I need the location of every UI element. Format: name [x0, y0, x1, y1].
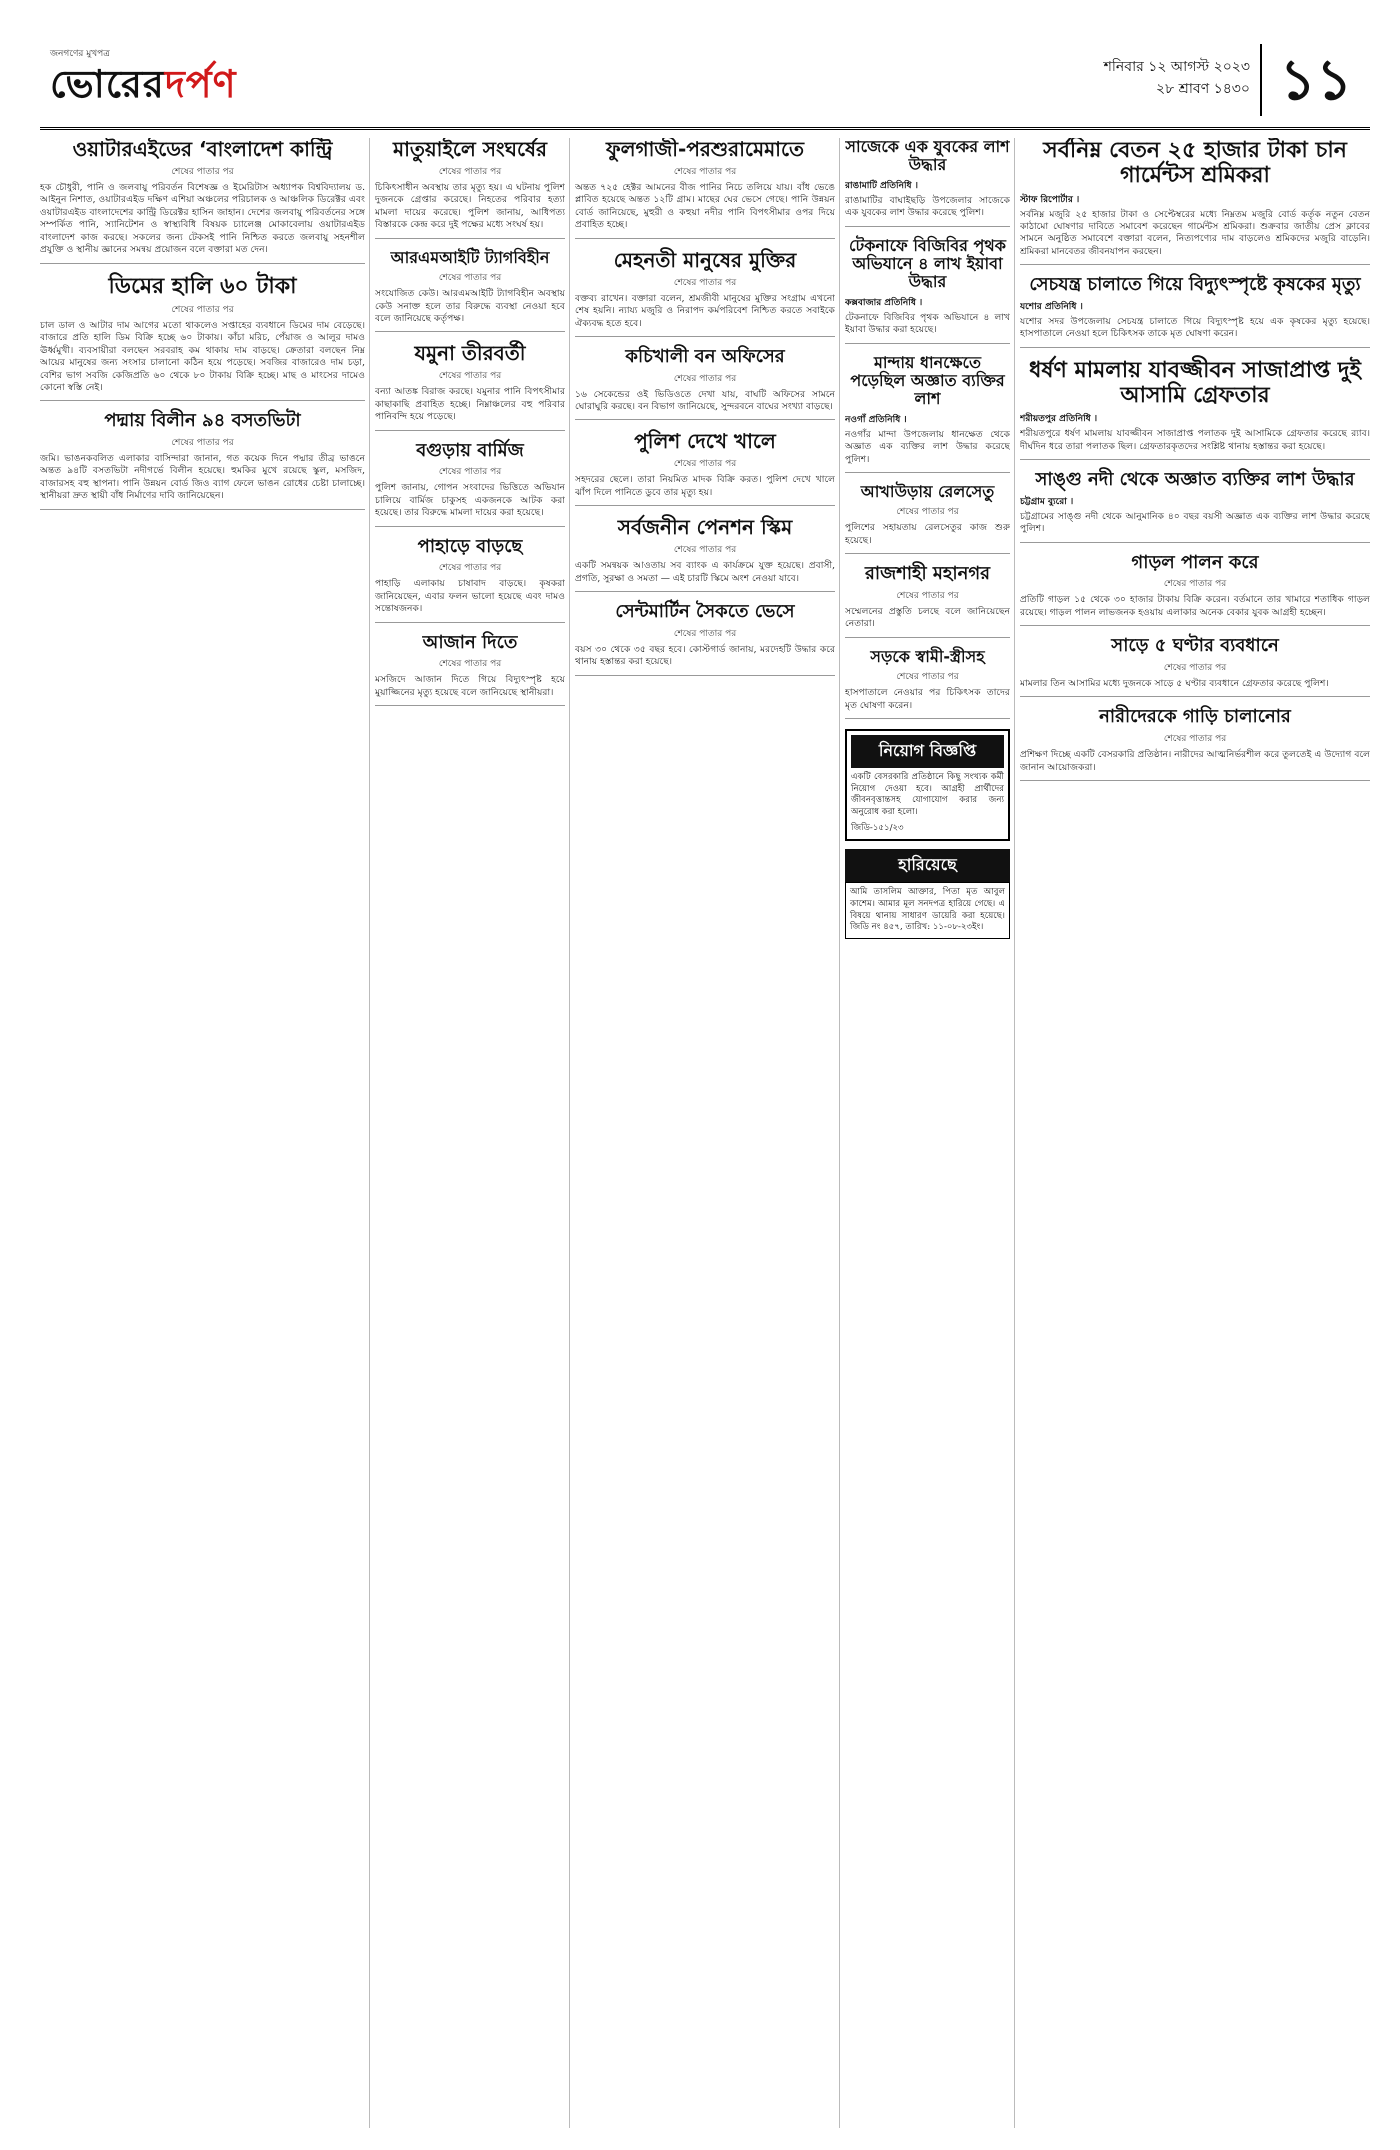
news-story [375, 537, 565, 623]
news-story [1020, 358, 1370, 460]
date-line-english: শনিবার ১২ আগস্ট ২০২৩ [1103, 59, 1250, 75]
story-body: অন্তত ৭২৫ হেক্টর আমনের বীজ পানির নিচে তলিয়ে যায়। বাঁধ ভেঙে প্লাবিত হয়েছে অন্তত ১২টি গ্রাম। মাছের ঘের ভেসে গেছে। পানি উন্নয়ন বোর্ড জানিয়েছে, মুহুরী ও কহুয়া নদীর পানি বিপৎসীমার ওপর দিয়ে প্রবাহিত হচ্ছে। [575, 182, 835, 231]
story-headline: ফুলগাজী-পরশুরামেমাতে [605, 138, 805, 161]
continued-label: শেষের পাতার পর [1163, 663, 1227, 673]
story-headline: সাড়ে ৫ ঘণ্টার ব্যবধানে [1111, 635, 1279, 657]
continued-label: শেষের পাতার পর [896, 507, 959, 518]
brand-tagline: জনগণের মুখপত্র [50, 49, 110, 59]
story-headline: আজান দিতে [422, 631, 518, 653]
news-story [40, 411, 365, 509]
story-body: নওগাঁর মান্দা উপজেলায় ধানক্ষেত থেকে অজ্ঞাত এক ব্যক্তির লাশ উদ্ধার করেছে পুলিশ। [845, 428, 1010, 465]
story-body: মসজিদে আজান দিতে গিয়ে বিদ্যুৎস্পৃষ্ট হয়ে মুয়াজ্জিনের মৃত্যু হয়েছে বলে জানিয়েছে স্থানীয়রা। [375, 674, 565, 698]
brand-name-part2: দর্পণ [164, 61, 237, 106]
column-1 [40, 138, 365, 520]
story-body: টেকনাফে বিজিবির পৃথক অভিযানে ৪ লাখ ইয়াবা উদ্ধার করা হয়েছে। [845, 311, 1010, 336]
lost-notice-title: হারিয়েছে [845, 849, 1010, 882]
story-byline: চট্টগ্রাম ব্যুরো । [1020, 496, 1074, 507]
story-body: মামলার তিন আসামির মধ্যে দুজনকে সাড়ে ৫ ঘণ্টার ব্যবধানে গ্রেফতার করেছে পুলিশ। [1020, 678, 1329, 689]
story-body: বয়স ৩০ থেকে ৩৫ বছর হবে। কোস্টগার্ড জানায়, মরদেহটি উদ্ধার করে থানায় হস্তান্তর করা হয়েছে। [575, 643, 835, 668]
story-body: চিকিৎসাধীন অবস্থায় তার মৃত্যু হয়। এ ঘটনায় পুলিশ দুজনকে গ্রেপ্তার করেছে। নিহতের পরিবার হত্যা মামলা দায়ের করেছে। পুলিশ জানায়, আধিপত্য বিস্তারকে কেন্দ্র করে দুই পক্ষের মধ্যে সংঘর্ষ হয়। [375, 182, 565, 231]
story-divider [845, 472, 1010, 473]
news-story [375, 633, 565, 707]
story-divider [845, 637, 1010, 638]
continued-label: শেষের পাতার পর [438, 371, 502, 382]
story-divider [575, 419, 835, 420]
story-headline: কচিখালী বন অফিসের [625, 345, 785, 367]
story-headline: মাতুয়াইলে সংঘর্ষের [392, 138, 548, 161]
news-story [845, 354, 1010, 473]
lost-notice-body: আমি তাসলিম আক্তার, পিতা মৃত আবুল কাশেম। আমার মূল সনদপত্র হারিয়ে গেছে। এ বিষয়ে থানায় সাধারণ ডায়েরি করা হয়েছে। [850, 887, 1005, 921]
news-story [375, 138, 565, 239]
story-body: পুলিশ জানায়, গোপন সংবাদের ভিত্তিতে অভিযান চালিয়ে বার্মিজ চাকুসহ একজনকে আটক করা হয়েছে। তার বিরুদ্ধে মামলা দায়ের করা হয়েছে। [375, 482, 565, 519]
story-headline: আখাউড়ায় রেলসেতু [860, 482, 995, 502]
news-story [575, 516, 835, 592]
news-story [575, 249, 835, 337]
story-divider [845, 718, 1010, 719]
story-body: প্রতিটি গাড়ল ১৫ থেকে ৩০ হাজার টাকায় বিক্রি করেন। বর্তমানে তার খামারে শতাধিক গাড়ল রয়েছে। গাড়ল পালন লাভজনক হওয়ায় এলাকার অনেক বেকার যুবক আগ্রহী হচ্ছেন। [1020, 594, 1370, 618]
story-body: ১৬ সেকেন্ডের ওই ভিডিওতে দেখা যায়, বাঘটি অফিসের সামনে ঘোরাঘুরি করছে। বন বিভাগ জানিয়েছে, সুন্দরবনে বাঘের সংখ্যা বাড়ছে। [575, 388, 835, 413]
story-body: হক চৌধুরী, পানি ও জলবায়ু পরিবর্তন বিশেষজ্ঞ ও ইমেরিটাস অধ্যাপক বিশ্ববিদ্যালয় ড. আইনুন নিশাত, ওয়াটারএইড দক্ষিণ এশিয়া অঞ্চলের পরিচালক ও আঞ্চলিক ডিরেক্টর এবং ওয়াটারএইড বাংলাদেশের কান্ট্রি ডিরেক্টর হাসিন জাহান। দেশের জলবায়ু পরিবর্তনের সঙ্গে সম্পর্কিত পানি, স্যানিটেশন ও স্বাস্থ্যবিধি বিষয়ক চ্যালেঞ্জ মোকাবেলায় ওয়াটারএইড বাংলাদেশ কাজ করছে। সকলের জন্য টেকসই পানি নিশ্চিত করতে জলবায়ু সহনশীল প্রযুক্তি ও স্থানীয় জ্ঞানের সমন্বয় প্রয়োজন বলে বক্তারা মত দেন। [40, 182, 365, 256]
story-headline: সেন্টমার্টিন সৈকতে ভেসে [615, 601, 795, 623]
story-body: শরীয়তপুরে ধর্ষণ মামলায় যাবজ্জীবন সাজাপ্রাপ্ত পলাতক দুই আসামিকে গ্রেফতার করেছে র‍্যাব। দীর্ঘদিন ধরে তারা পলাতক ছিল। গ্রেফতারকৃতদের সংশ্লিষ্ট থানায় হস্তান্তর করা হয়েছে। [1020, 428, 1370, 452]
column-4 [845, 138, 1010, 939]
story-divider [375, 430, 565, 431]
continued-label: শেষের পাতার পর [673, 277, 737, 288]
date-line-bangla: ২৮ শ্রাবণ ১৪৩০ [1156, 81, 1250, 97]
story-divider [845, 226, 1010, 227]
story-divider [1020, 347, 1370, 348]
news-story [1020, 138, 1370, 265]
news-story [845, 237, 1010, 344]
story-headline: ডিমের হালি ৬০ টাকা [108, 273, 297, 299]
news-story [575, 430, 835, 506]
continued-label: শেষের পাতার পর [673, 459, 737, 470]
brand-logo [50, 46, 237, 107]
story-divider [40, 400, 365, 401]
continued-label: শেষের পাতার পর [1163, 579, 1227, 590]
continued-label: শেষের পাতার পর [1163, 734, 1227, 745]
column-3 [575, 138, 835, 686]
column-divider [839, 138, 840, 2128]
story-body: বক্তব্য রাখেন। বক্তারা বলেন, শ্রমজীবী মানুষের মুক্তির সংগ্রাম এখনো শেষ হয়নি। ন্যায্য মজুরি ও নিরাপদ কর্মপরিবেশ নিশ্চিত করতে সবাইকে ঐক্যবদ্ধ হতে হবে। [575, 292, 835, 329]
story-divider [1020, 264, 1370, 265]
news-story [375, 342, 565, 430]
column-divider [369, 138, 370, 2128]
column-5 [1020, 138, 1370, 791]
continued-label: শেষের পাতার পর [896, 591, 959, 601]
news-story [1020, 470, 1370, 543]
job-ad-title: নিয়োগ বিজ্ঞপ্তি [851, 735, 1004, 768]
news-story [845, 138, 1010, 227]
story-headline: মেহনতী মানুষের মুক্তির [613, 247, 797, 272]
continued-label: শেষের পাতার পর [171, 304, 234, 315]
news-story [845, 564, 1010, 638]
story-body: রাঙামাটির বাঘাইছড়ি উপজেলার সাজেকে এক যুবকের লাশ উদ্ধার করেছে পুলিশ। [845, 194, 1010, 219]
story-divider [1020, 542, 1370, 543]
story-headline: সাজেকে এক যুবকের লাশ উদ্ধার [845, 138, 1010, 175]
news-story [845, 648, 1010, 719]
continued-label: শেষের পাতার পর [438, 467, 502, 478]
story-headline: যমুনা তীরবর্তী [414, 341, 526, 366]
story-divider [575, 505, 835, 506]
story-headline: সড়কে স্বামী-স্ত্রীসহ [870, 646, 985, 666]
continued-label: শেষের পাতার পর [171, 167, 234, 177]
story-body: বন্যা আতঙ্ক বিরাজ করছে। যমুনার পানি বিপৎসীমার কাছাকাছি প্রবাহিত হচ্ছে। নিম্নাঞ্চলের বহু পরিবার পানিবন্দি হয়ে পড়েছে। [375, 386, 565, 423]
job-ad-box [845, 729, 1010, 841]
story-headline: বগুড়ায় বার্মিজ [416, 439, 524, 461]
news-story [575, 138, 835, 239]
continued-label: শেষের পাতার পর [438, 273, 502, 284]
story-byline: শরীয়তপুর প্রতিনিধি । [1020, 414, 1098, 425]
news-story [575, 602, 835, 676]
page-number: ১১ [1260, 44, 1370, 116]
story-divider [1020, 625, 1370, 626]
story-divider [375, 622, 565, 623]
story-divider [575, 238, 835, 239]
story-headline: মান্দায় ধানক্ষেতে পড়েছিল অজ্ঞাত ব্যক্তির লাশ [850, 352, 1005, 409]
continued-label: শেষের পাতার পর [673, 545, 737, 556]
story-divider [575, 591, 835, 592]
news-story [40, 274, 365, 402]
story-byline: নওগাঁ প্রতিনিধি । [845, 414, 907, 425]
column-divider [569, 138, 570, 2128]
story-divider [575, 336, 835, 337]
continued-label: শেষের পাতার পর [438, 659, 502, 670]
story-byline: স্টাফ রিপোর্টার । [1020, 194, 1080, 205]
masthead [40, 40, 1370, 130]
story-divider [375, 705, 565, 706]
story-body: যশোর সদর উপজেলায় সেচযন্ত্র চালাতে গিয়ে বিদ্যুৎস্পৃষ্ট হয়ে এক কৃষকের মৃত্যু হয়েছে। হাসপাতালে নেওয়া হলে চিকিৎসক তাকে মৃত ঘোষণা করেন। [1020, 315, 1370, 340]
news-story [845, 483, 1010, 554]
story-headline: আরএমআইটি ট্যাগবিহীন [390, 247, 550, 267]
news-story [1020, 707, 1370, 781]
story-headline: গাড়ল পালন করে [1131, 551, 1259, 573]
story-headline: রাজশাহী মহানগর [864, 563, 991, 585]
story-headline: নারীদেরকে গাড়ি চালানোর [1099, 706, 1291, 728]
job-ad-ref: জিডি-১৫১/২৩ [851, 823, 904, 834]
news-story [375, 441, 565, 527]
story-body: প্রশিক্ষণ দিচ্ছে একটি বেসরকারি প্রতিষ্ঠান। নারীদের আত্মনির্ভরশীল করে তুলতেই এ উদ্যোগ বলে জানান আয়োজকরা। [1020, 749, 1370, 773]
news-story [375, 249, 565, 333]
lost-notice-text [845, 882, 1010, 938]
column-divider [1014, 138, 1015, 2128]
job-ad-text: একটি বেসরকারি প্রতিষ্ঠানে কিছু সংখ্যক কর্মী নিয়োগ দেওয়া হবে। আগ্রহী প্রার্থীদের জীবনবৃত্তান্তসহ যোগাযোগ করার জন্য অনুরোধ করা হলো। [851, 772, 1004, 817]
story-divider [1020, 459, 1370, 460]
story-headline: টেকনাফে বিজিবির পৃথক অভিযানে ৪ লাখ ইয়াবা উদ্ধার [849, 235, 1006, 292]
continued-label: শেষের পাতার পর [171, 438, 234, 449]
story-divider [375, 331, 565, 332]
story-divider [845, 553, 1010, 554]
news-story [1020, 553, 1370, 627]
story-divider [375, 526, 565, 527]
story-headline: ধর্ষণ মামলায় যাবজ্জীবন সাজাপ্রাপ্ত দুই আসামি গ্রেফতার [1029, 357, 1361, 409]
story-headline: পাহাড়ে বাড়ছে [417, 535, 523, 557]
story-headline: ওয়াটারএইডের ‘বাংলাদেশ কান্ট্রি [72, 138, 333, 161]
news-story [1020, 275, 1370, 348]
story-divider [1020, 696, 1370, 697]
story-headline: সর্বনিম্ন বেতন ২৫ হাজার টাকা চান গার্মেন্টস শ্রমিকরা [1043, 138, 1347, 189]
column-2 [375, 138, 565, 716]
story-byline: যশোর প্রতিনিধি । [1020, 301, 1083, 312]
story-body: পুলিশের সহায়তায় রেলসেতুর কাজ শুরু হয়েছে। [845, 522, 1010, 546]
continued-label: শেষের পাতার পর [438, 167, 502, 177]
story-divider [575, 675, 835, 676]
continued-label: শেষের পাতার পর [438, 563, 502, 574]
brand-name-part1: ভোরের [50, 61, 165, 106]
story-body: একটি সমন্বয়ক আওতায় সব ব্যাংক এ কার্যক্রমে যুক্ত হয়েছে। প্রবাসী, প্রগতি, সুরক্ষা ও সমতা — এই চারটি স্কিমে অংশ নেওয়া যাবে। [575, 560, 835, 584]
story-body: সর্বনিম্ন মজুরি ২৫ হাজার টাকা ও সেপ্টেম্বরের মধ্যে নিম্নতম মজুরি বোর্ড কর্তৃক নতুন বেতন কাঠামো ঘোষণার দাবিতে সমাবেশ করেছেন গার্মেন্টস শ্রমিকরা। শুক্রবার জাতীয় প্রেস ক্লাবের সামনে অনুষ্ঠিত সমাবেশে বক্তারা বলেন, নিত্যপণ্যের দাম বাড়লেও শ্রমিকদের মজুরি বাড়েনি। শ্রমিকরা মানবেতর জীবনযাপন করছেন। [1020, 208, 1370, 257]
news-story [40, 138, 365, 264]
story-divider [40, 509, 365, 510]
news-story [575, 347, 835, 421]
continued-label: শেষের পাতার পর [673, 167, 737, 177]
story-body: চট্টগ্রামের সাঙ্গু নদী থেকে আনুমানিক ৪০ বছর বয়সী অজ্ঞাত এক ব্যক্তির লাশ উদ্ধার করেছে পুলিশ। [1020, 510, 1370, 535]
story-body: চাল ডাল ও আটার দাম আগের মতো থাকলেও সপ্তাহের ব্যবধানে ডিমের দাম বেড়েছে। বাজারে প্রতি হালি ডিম বিক্রি হচ্ছে ৬০ টাকায়। কাঁচা মরিচ, পেঁয়াজ ও আলুর দামও ঊর্ধ্বমুখী। ব্যবসায়ীরা বলছেন সরবরাহ কম থাকায় দাম বাড়ছে। ক্রেতারা বলছেন নিম্ন আয়ের মানুষের জন্য সংসার চালানো কঠিন হয়ে পড়েছে। সবজির বাজারেও দাম চড়া, বেশির ভাগ সবজি কেজিপ্রতি ৬০ থেকে ৮০ টাকায় বিক্রি হচ্ছে। মাছ ও মাংসের দামেও কোনো স্বস্তি নেই। [40, 319, 365, 393]
story-headline: সেচযন্ত্র চালাতে গিয়ে বিদ্যুৎস্পৃষ্টে কৃষকের মৃত্যু [1029, 274, 1361, 296]
story-headline: সর্বজনীন পেনশন স্কিম [617, 515, 793, 540]
story-body: জমি। ভাঙনকবলিত এলাকার বাসিন্দারা জানান, গত কয়েক দিনে পদ্মার তীব্র ভাঙনে অন্তত ৯৪টি বসতভিটা নদীগর্ভে বিলীন হয়েছে। হুমকির মুখে রয়েছে স্কুল, মসজিদ, বাজারসহ বহু স্থাপনা। পানি উন্নয়ন বোর্ড জিও ব্যাগ ফেলে ভাঙন রোধের চেষ্টা চালাচ্ছে। স্থানীয়রা দ্রুত স্থায়ী বাঁধ নির্মাণের দাবি জানিয়েছেন। [40, 453, 365, 502]
story-byline: কক্সবাজার প্রতিনিধি । [845, 297, 923, 308]
story-divider [375, 238, 565, 239]
story-divider [845, 343, 1010, 344]
story-divider [1020, 780, 1370, 781]
story-headline: পদ্মায় বিলীন ৯৪ বসতভিটা [104, 410, 301, 432]
story-body: সহদরের ছেলে। তারা নিয়মিত মাদক বিক্রি করত। পুলিশ দেখে খালে ঝাঁপ দিলে পানিতে ডুবে তার মৃত্যু হয়। [575, 474, 835, 498]
story-body: সম্মেলনের প্রস্তুতি চলছে বলে জানিয়েছেন নেতারা। [845, 606, 1010, 630]
story-body: হাসপাতালে নেওয়ার পর চিকিৎসক তাদের মৃত ঘোষণা করেন। [845, 687, 1010, 711]
story-divider [40, 263, 365, 264]
issue-date [1104, 56, 1250, 100]
story-byline: রাঙামাটি প্রতিনিধি । [845, 180, 918, 191]
news-story [1020, 636, 1370, 697]
continued-label: শেষের পাতার পর [673, 628, 737, 639]
brand-name [50, 61, 237, 107]
story-body: সংযোজিত কেউ। আরএমআইটি ট্যাগবিহীন অবস্থায় কেউ সনাক্ত হলে তার বিরুদ্ধে ব্যবস্থা নেওয়া হবে বলে জানিয়েছে কর্তৃপক্ষ। [375, 288, 565, 324]
continued-label: শেষের পাতার পর [673, 373, 737, 384]
lost-notice-ref: জিডি নং ৪৫৭, তারিখ: ১১-০৮-২৩ইং। [850, 922, 984, 933]
continued-label: শেষের পাতার পর [896, 672, 959, 683]
story-body: পাহাড়ি এলাকায় চাষাবাদ বাড়ছে। কৃষকরা জানিয়েছেন, এবার ফলন ভালো হয়েছে এবং দামও সন্তোষজনক। [375, 578, 565, 615]
story-headline: সাঙ্গু নদী থেকে অজ্ঞাত ব্যক্তির লাশ উদ্ধার [1035, 469, 1355, 491]
story-headline: পুলিশ দেখে খালে [634, 429, 776, 454]
